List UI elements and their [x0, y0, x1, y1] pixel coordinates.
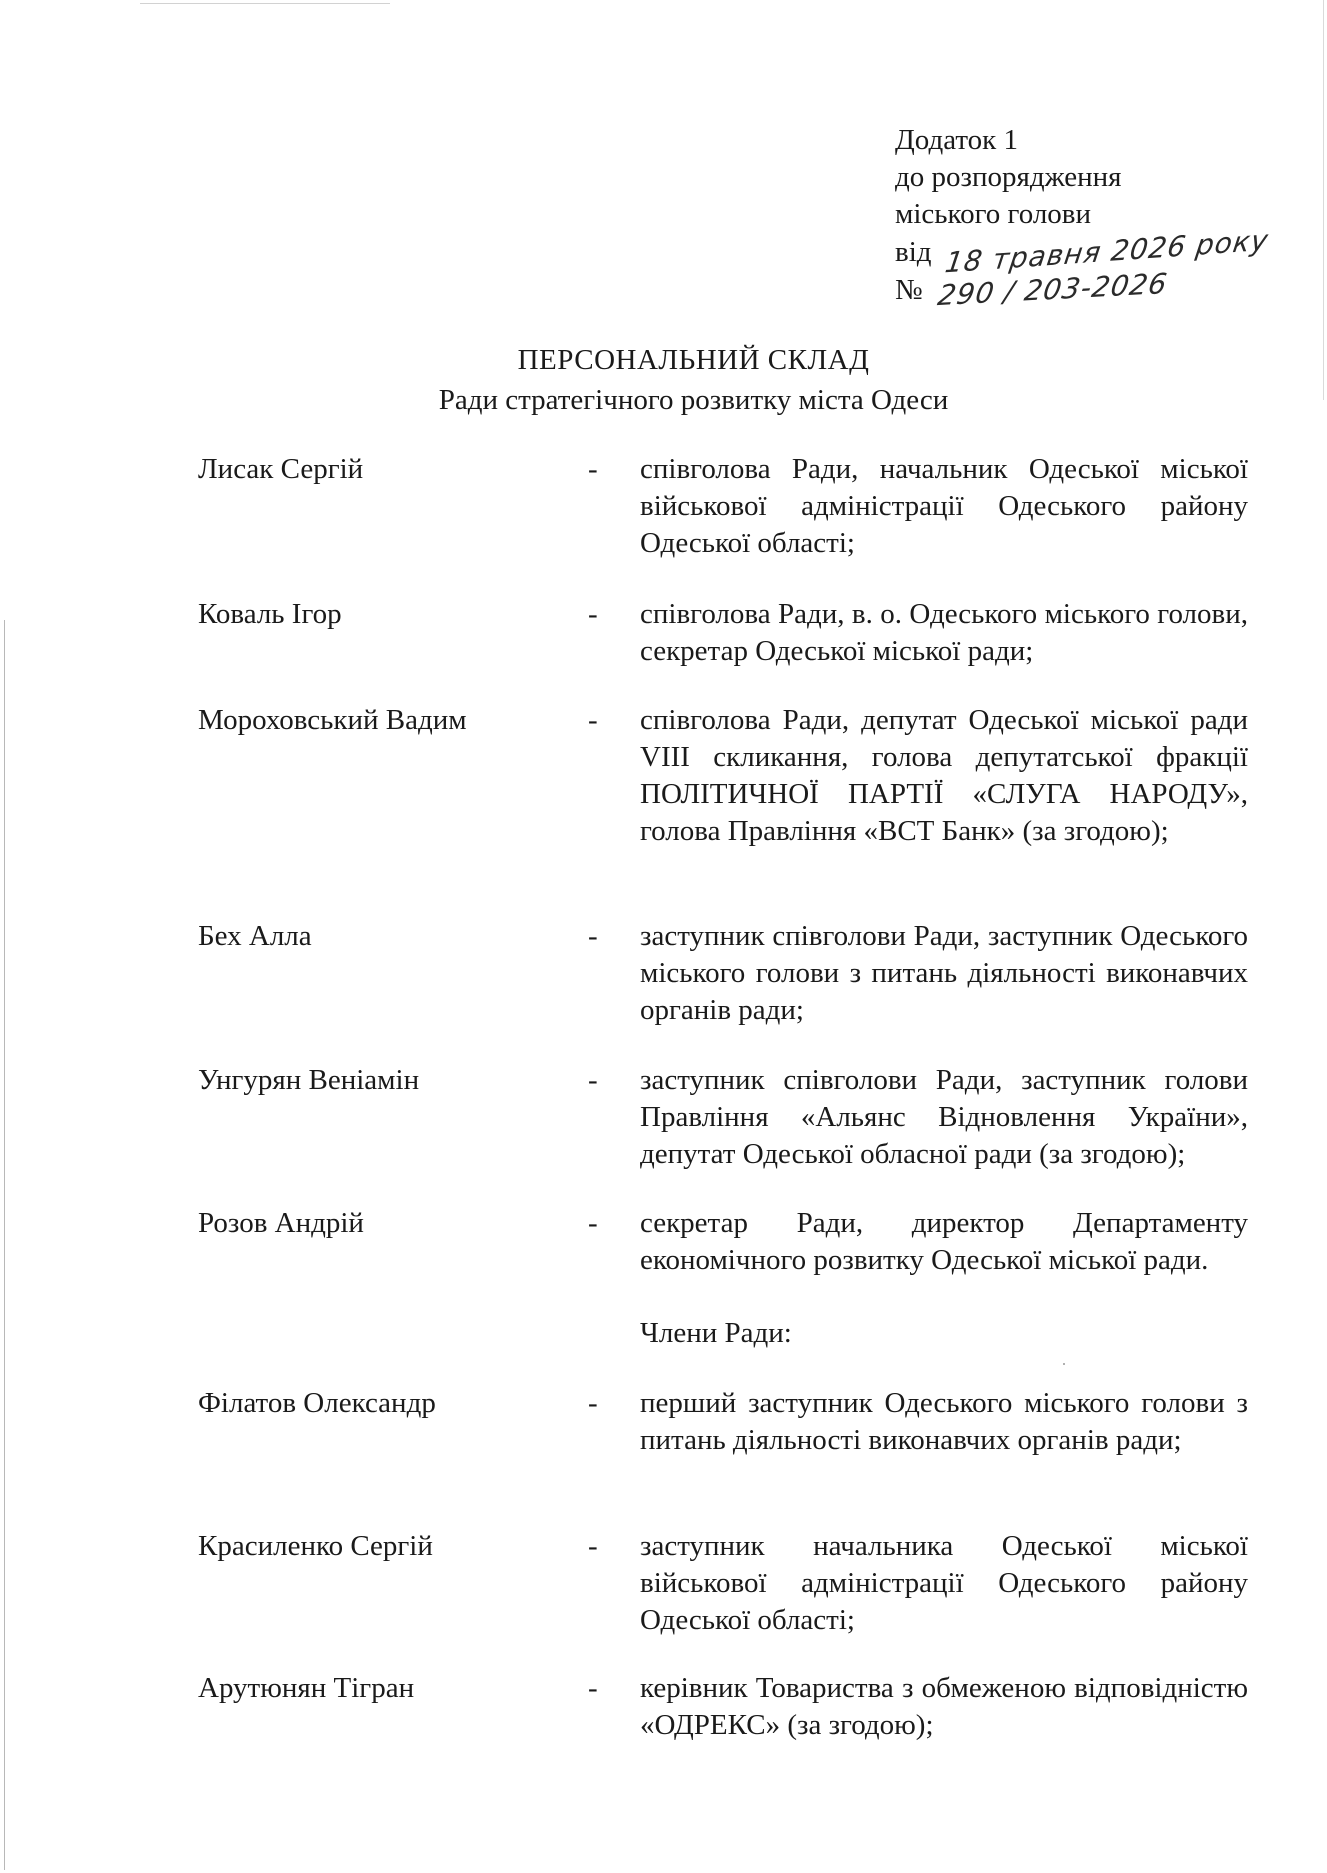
dash: - [588, 1207, 598, 1239]
member-role: співголова Ради, начальник Одеської міської військової адміністрації Одеського району Одеської області; [640, 453, 1248, 559]
dash: - [588, 1672, 598, 1704]
appendix-header [895, 122, 1271, 313]
handwritten-date: 18 травня 2026 року [942, 223, 1271, 280]
number-prefix: № [895, 274, 923, 306]
member-role: перший заступник Одеського міського голови з питань діяльності виконавчих органів ради; [640, 1387, 1248, 1456]
dash: - [588, 920, 598, 952]
member-name: Коваль Ігор [198, 598, 342, 630]
document-title [0, 340, 1327, 420]
dash: - [588, 598, 598, 630]
member-name: Мороховський Вадим [198, 704, 467, 736]
member-name: Арутюнян Тігран [198, 1672, 415, 1704]
member-name: Бех Алла [198, 920, 312, 952]
appendix-line-order: до розпорядження [895, 161, 1122, 193]
dash: - [588, 1064, 598, 1096]
appendix-number-line [895, 266, 1269, 313]
dash: - [588, 1387, 598, 1419]
dash: - [588, 453, 598, 485]
member-name: Філатов Олександр [198, 1387, 436, 1419]
scan-edge-left [4, 620, 5, 1870]
member-role: заступник співголови Ради, заступник Одеського міського голови з питань діяльності виконавчих органів ради; [640, 920, 1248, 1026]
member-name: Унгурян Веніамін [198, 1064, 420, 1096]
members-heading: Члени Ради: [640, 1317, 792, 1349]
member-role: заступник співголови Ради, заступник голови Правління «Альянс Відновлення України», депутат Одеської обласної ради (за згодою); [640, 1064, 1248, 1170]
member-role: співголова Ради, депутат Одеської міської ради VIII скликання, голова депутатської фракції ПОЛІТИЧНОЇ ПАРТІЇ «СЛУГА НАРОДУ», голова Правління «ВСТ Банк» (за згодою); [640, 704, 1248, 847]
date-prefix: від [895, 236, 932, 268]
title-subtitle: Ради стратегічного розвитку міста Одеси [438, 384, 949, 416]
appendix-line-mayor: міського голови [895, 198, 1092, 230]
member-role: керівник Товариства з обмеженою відповідністю «ОДРЕКС» (за згодою); [640, 1672, 1248, 1741]
member-role: заступник начальника Одеської міської військової адміністрації Одеського району Одеської області; [640, 1530, 1248, 1636]
title-main: ПЕРСОНАЛЬНИЙ СКЛАД [517, 344, 870, 376]
member-name: Лисак Сергій [198, 453, 364, 485]
dash: - [588, 1530, 598, 1562]
member-role: секретар Ради, директор Департаменту економічного розвитку Одеської міської ради. [640, 1207, 1248, 1276]
scan-speck [1063, 1363, 1065, 1365]
dash: - [588, 704, 598, 736]
member-name: Красиленко Сергій [198, 1530, 433, 1562]
appendix-date-line [895, 223, 1271, 280]
scan-edge-top [140, 3, 390, 4]
appendix-title: Додаток 1 [895, 124, 1018, 156]
member-role: співголова Ради, в. о. Одеського міського голови, секретар Одеської міської ради; [640, 598, 1248, 667]
handwritten-number: 290 / 203-2026 [935, 266, 1170, 313]
member-name: Розов Андрій [198, 1207, 364, 1239]
